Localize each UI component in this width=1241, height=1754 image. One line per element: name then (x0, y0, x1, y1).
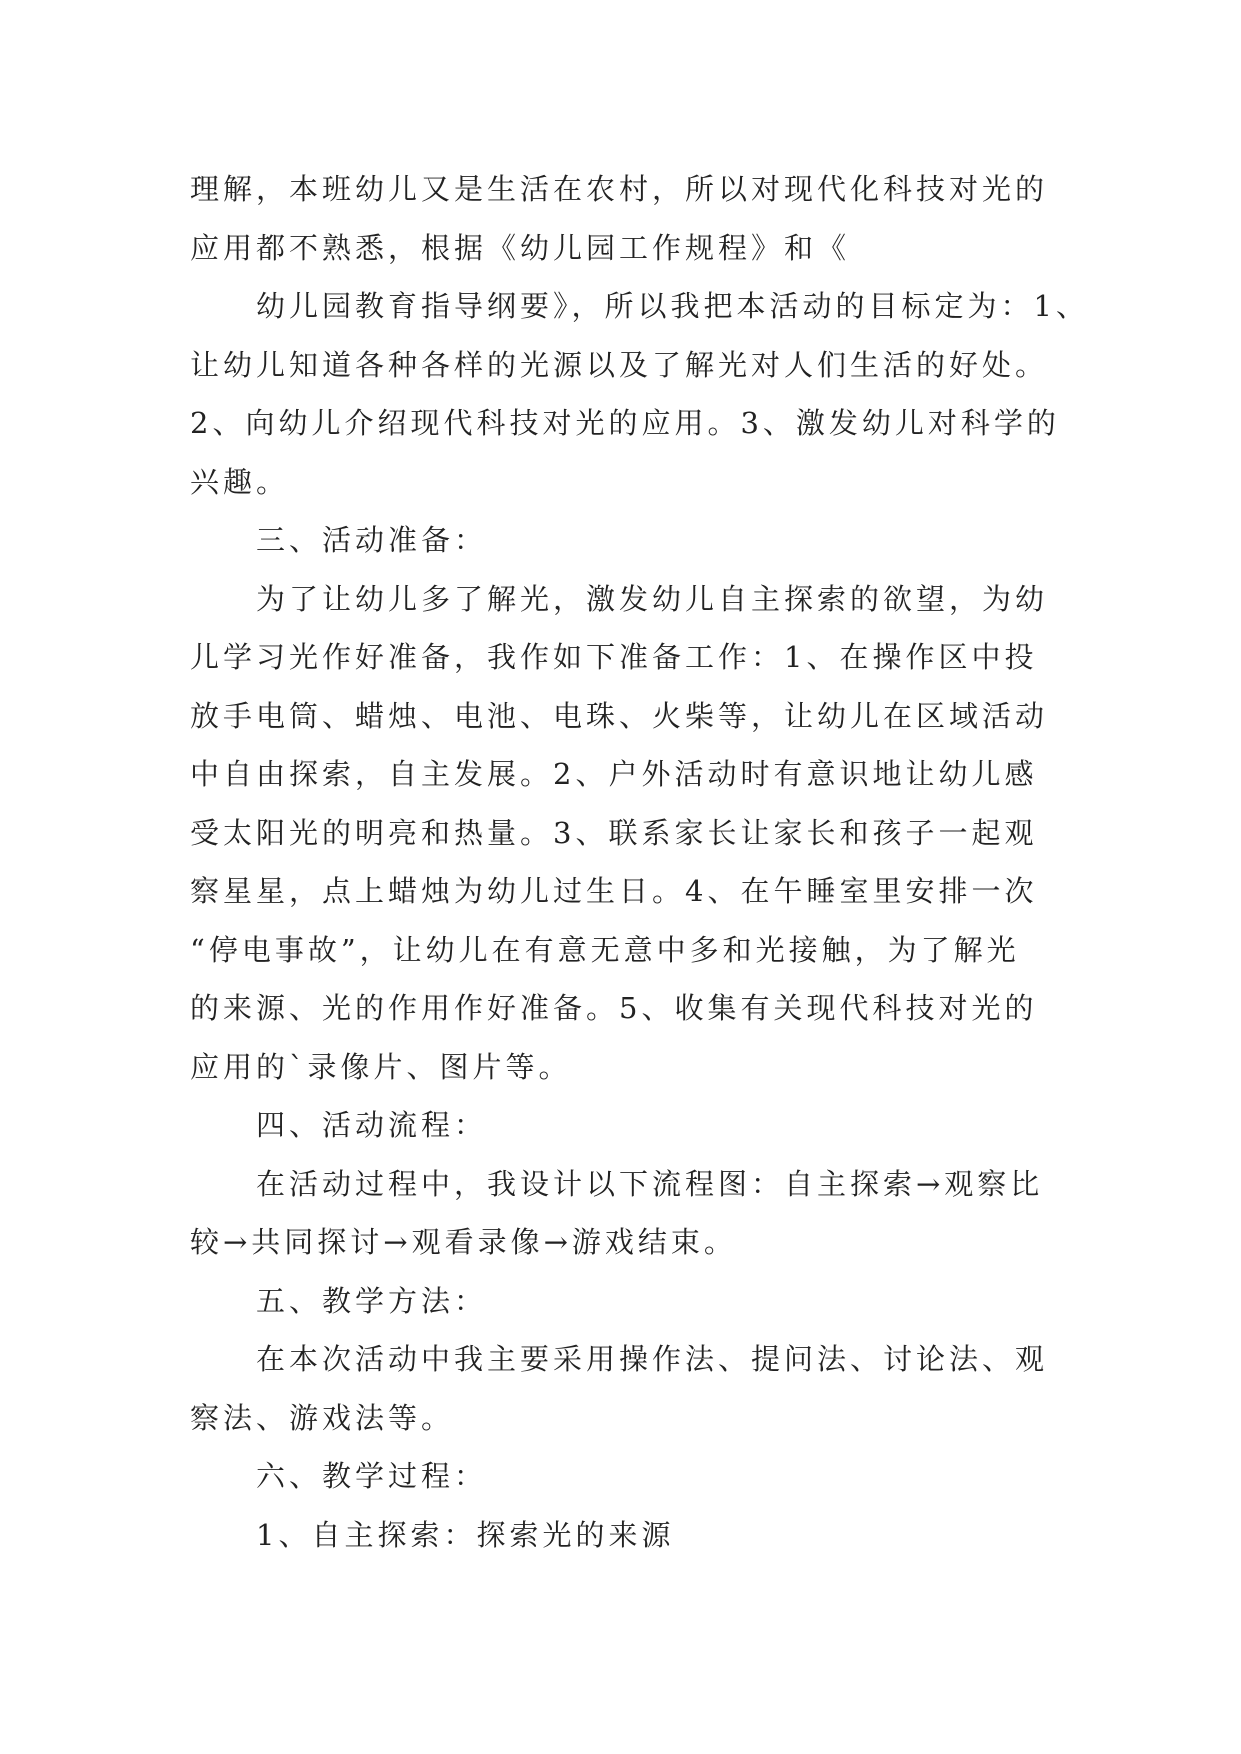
text-line: 为了让幼儿多了解光，激发幼儿自主探索的欲望，为幼 (256, 581, 1049, 616)
text-line: 儿学习光作好准备，我作如下准备工作：1、在操作区中投 (190, 640, 1038, 674)
text-line: 较→共同探讨→观看录像→游戏结束。 (190, 1225, 737, 1259)
text-line: 应用的`录像片、图片等。 (190, 1049, 572, 1084)
section-heading: 六、教学过程： (256, 1459, 488, 1493)
section-heading: 三、活动准备： (256, 523, 488, 557)
text-line: 兴趣。 (190, 464, 290, 499)
text-line: 受太阳光的明亮和热量。3、联系家长让家长和孩子一起观 (190, 815, 1038, 850)
text-line: 幼儿园教育指导纲要》，所以我把本活动的目标定为：1、 (256, 289, 1089, 323)
text-line: 在活动过程中，我设计以下流程图：自主探索→观察比 (256, 1166, 1044, 1201)
text-line: 中自由探索，自主发展。2、户外活动时有意识地让幼儿感 (190, 757, 1038, 791)
text-line: 让幼儿知道各种各样的光源以及了解光对人们生活的好处。 (190, 347, 1049, 382)
section-heading: 五、教学方法： (256, 1283, 488, 1318)
text-line: “停电事故”，让幼儿在有意无意中多和光接触，为了解光 (190, 932, 1020, 967)
text-line: 放手电筒、蜡烛、电池、电珠、火柴等，让幼儿在区域活动 (190, 698, 1049, 733)
text-line: 察星星，点上蜡烛为幼儿过生日。4、在午睡室里安排一次 (190, 874, 1038, 908)
text-line: 察法、游戏法等。 (190, 1400, 455, 1435)
text-line: 应用都不熟悉，根据《幼儿园工作规程》和《 (190, 230, 851, 265)
subsection-heading: 1、自主探索：探索光的来源 (256, 1517, 675, 1552)
text-line: 理解，本班幼儿又是生活在农村，所以对现代化科技对光的 (190, 172, 1049, 206)
text-line: 在本次活动中我主要采用操作法、提问法、讨论法、观 (256, 1342, 1049, 1376)
text-line: 的来源、光的作用作好准备。5、收集有关现代科技对光的 (190, 991, 1038, 1025)
section-heading: 四、活动流程： (256, 1108, 488, 1142)
document-body (190, 160, 1089, 1564)
text-line: 2、向幼儿介绍现代科技对光的应用。3、激发幼儿对科学的 (190, 406, 1060, 440)
